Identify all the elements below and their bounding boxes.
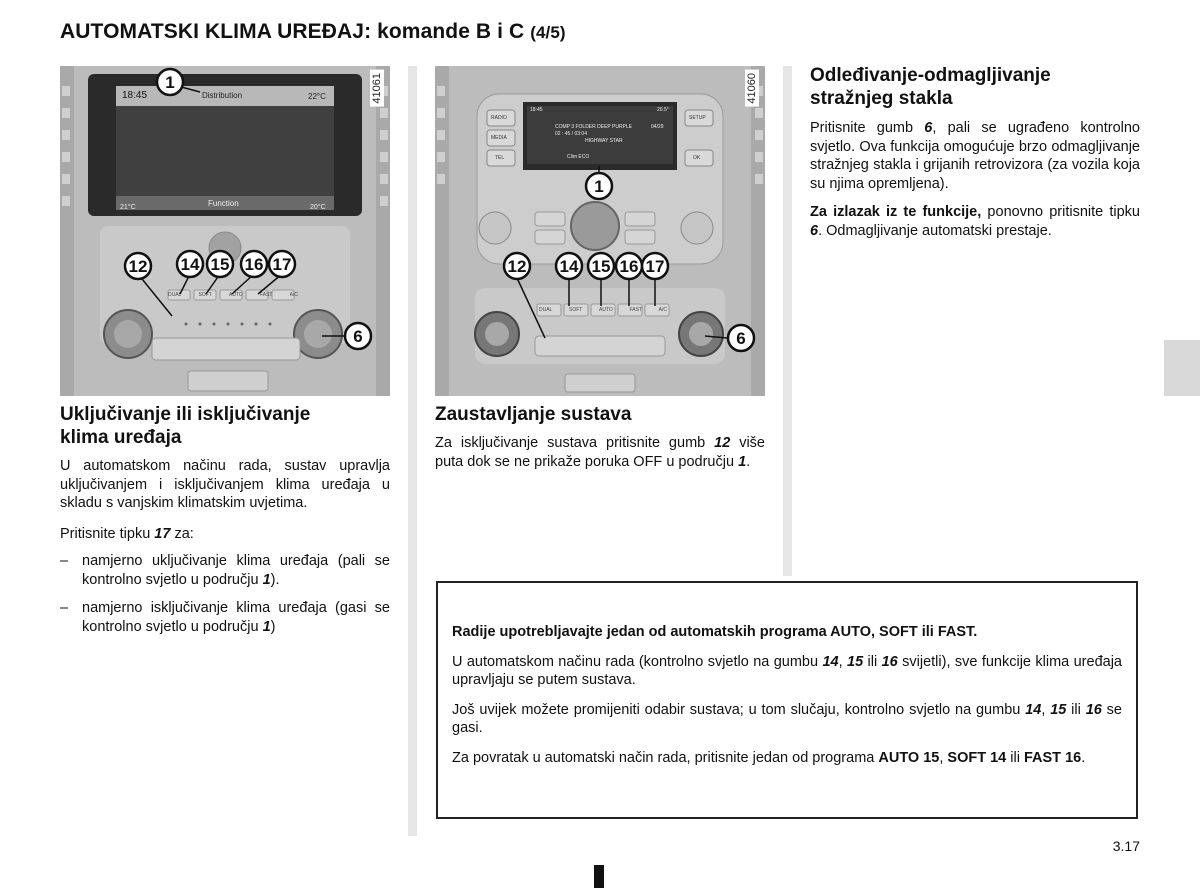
- callout-6: [728, 325, 754, 351]
- screen-time: 18:45: [530, 107, 543, 113]
- page-title: [60, 20, 566, 44]
- svg-text:6: 6: [353, 327, 363, 346]
- text: , pali se ugrađeno kontrolno svjetlo. Ova funkcija omogućuje brzo odmagljivanje stražnjeg stakla i grijanih retrovizora (za vozila koja su njima opremljena).: [810, 120, 1140, 192]
- note-paragraph-3: [452, 701, 1122, 738]
- figure-control-panel-b: [60, 66, 390, 396]
- label-soft: SOFT: [569, 307, 583, 313]
- screen-distribution-label: Distribution: [202, 91, 243, 100]
- label-fast: FAST: [259, 292, 273, 298]
- page-number: 3.17: [1112, 838, 1140, 854]
- side-button-ok: OK: [693, 155, 701, 161]
- note-paragraph-4: [452, 749, 1122, 768]
- ref-number: 12: [714, 435, 731, 451]
- text: ili: [1006, 749, 1024, 766]
- text-bold: Za izlazak iz te funkcije,: [810, 204, 982, 220]
- text: ).: [270, 571, 280, 588]
- label-dual: DUAL: [539, 307, 553, 313]
- paragraph-auto-mode: U automatskom načinu rada, sustav upravlja uključivanjem i isključivanjem klima uređaja u skladu s vanjskim klimatskim uvjetima.: [60, 458, 390, 511]
- label-soft: SOFT: [198, 292, 212, 298]
- screen-right-temp: 20°C: [310, 204, 326, 211]
- text: . Odmagljivanje automatski prestaje.: [818, 222, 1052, 239]
- heading-stop-system: Zaustavljanje sustava: [435, 404, 632, 425]
- ref-number: 16: [881, 653, 898, 670]
- list-item: [60, 552, 390, 592]
- svg-text:1: 1: [165, 73, 175, 92]
- text: namjerno uključivanje klima uređaja (pali se kontrolno svjetlo u području: [82, 553, 390, 588]
- side-button-media: MEDIA: [491, 135, 507, 141]
- callout-17: [642, 253, 668, 279]
- text: U automatskom načinu rada (kontrolno svjetlo na gumbu: [452, 653, 823, 670]
- text: .: [1081, 749, 1086, 766]
- callout-12: [125, 253, 151, 279]
- ref-number: 6: [924, 120, 933, 136]
- figure-control-panel-c: [435, 66, 765, 396]
- svg-text:17: 17: [272, 255, 292, 274]
- screen-left-temp: 21°C: [120, 204, 136, 211]
- text: Još uvijek možete promijeniti odabir sustava; u tom slučaju, kontrolno svjetlo na gumbu: [452, 701, 1026, 718]
- label-ac: A/C: [658, 307, 667, 313]
- figure-code-right: 41060: [745, 70, 759, 107]
- text: se gasi.: [452, 701, 1122, 736]
- text: ,: [838, 653, 848, 670]
- label-dual: DUAL: [168, 292, 182, 298]
- paragraph-exit-function: [810, 203, 1140, 240]
- heading-ac-on-off: Uključivanje ili isključivanje klima uređaja: [60, 404, 311, 448]
- svg-text:6: 6: [736, 329, 746, 348]
- text: ,: [1041, 701, 1051, 718]
- page-title-text: AUTOMATSKI KLIMA UREĐAJ: komande B i C: [60, 20, 525, 43]
- ref-number: 1: [262, 571, 271, 588]
- text: .: [746, 453, 751, 470]
- callout-1: [586, 173, 612, 199]
- screen-track-line3: HIGHWAY STAR: [585, 138, 623, 144]
- ref-number: 15: [1050, 701, 1067, 718]
- text: ): [270, 618, 276, 635]
- text: ponovno pritisnite tipku: [981, 204, 1140, 220]
- screen-temperature: 22°C: [308, 92, 326, 101]
- ref-number: 14: [822, 653, 839, 670]
- ref-number: 14: [1025, 701, 1042, 718]
- section-thumb-tab: [1164, 340, 1200, 396]
- screen-function-label: Function: [208, 199, 239, 208]
- text: ,: [939, 749, 948, 766]
- callout-16: [616, 253, 642, 279]
- label-auto: AUTO: [229, 292, 243, 298]
- svg-text:15: 15: [591, 257, 611, 276]
- side-button-setup: SETUP: [689, 115, 706, 121]
- ref-number: 16: [1085, 701, 1102, 718]
- text: ili: [1066, 701, 1086, 718]
- screen-track-line1: COMP 3 FOLDER DEEP PURPLE: [555, 124, 633, 130]
- note-line-1: Radije upotrebljavajte jedan od automatskih programa AUTO, SOFT ili FAST.: [452, 624, 978, 640]
- callout-6: [345, 323, 371, 349]
- svg-text:12: 12: [507, 257, 527, 276]
- label-fast: FAST: [629, 307, 642, 313]
- paragraph-rear-defrost: [810, 119, 1140, 193]
- svg-text:14: 14: [180, 255, 200, 274]
- callout-12: [504, 253, 530, 279]
- callout-16: [241, 251, 267, 277]
- heading-rear-defrost: Odleđivanje-odmagljivanje stražnjeg stakla: [810, 65, 1051, 109]
- page-marker-bar: [594, 865, 604, 888]
- ref-number: 1: [262, 618, 271, 635]
- paragraph-stop-system: [435, 434, 765, 471]
- paragraph-press-17: [60, 525, 390, 544]
- text: Za povratak u automatski način rada, pritisnite jedan od programa: [452, 749, 879, 766]
- screen-track-line2: 02 : 45 / 03:04: [555, 131, 587, 137]
- screen-temperature: 20.5°: [657, 107, 669, 113]
- svg-text:17: 17: [645, 257, 665, 276]
- note-paragraph-2: [452, 653, 1122, 690]
- label-ac: A/C: [289, 292, 298, 298]
- bullet-text: [82, 552, 390, 589]
- ref-number: 17: [154, 526, 171, 542]
- ref-number: 1: [738, 453, 747, 470]
- text-bold: AUTO 15: [878, 749, 940, 766]
- page-title-suffix: (4/5): [530, 23, 566, 42]
- list-item: [60, 599, 390, 639]
- text: svijetli), sve funkcije klima uređaja upravljaju se putem sustava.: [452, 653, 1122, 688]
- text: Za isključivanje sustava pritisnite gumb: [435, 435, 715, 451]
- screen-time: 18:45: [122, 90, 148, 101]
- screen-eco-label: Clim ECO: [567, 154, 590, 160]
- label-auto: AUTO: [599, 307, 613, 313]
- side-button-tel: TEL: [495, 155, 505, 161]
- side-button-radio: RADIO: [491, 115, 507, 121]
- svg-text:14: 14: [559, 257, 579, 276]
- svg-text:1: 1: [594, 177, 604, 196]
- text-bold: SOFT 14: [947, 749, 1007, 766]
- callout-14: [177, 251, 203, 277]
- text: više puta dok se ne prikaže poruka OFF u području: [435, 435, 765, 470]
- text: ili: [863, 653, 882, 670]
- bullet-dash: –: [60, 600, 69, 616]
- callout-1: [157, 69, 183, 95]
- callout-17: [269, 251, 295, 277]
- callout-15: [588, 253, 614, 279]
- text: namjerno isključivanje klima uređaja (gasi se kontrolno svjetlo u području: [82, 600, 390, 635]
- screen-track-time: 04/29: [651, 124, 664, 130]
- figure-code-left: 41061: [370, 70, 384, 107]
- callout-15: [207, 251, 233, 277]
- text: Pritisnite gumb: [810, 120, 925, 136]
- note-box: [436, 581, 1138, 819]
- ref-number: 15: [847, 653, 864, 670]
- svg-text:12: 12: [128, 257, 148, 276]
- svg-text:16: 16: [244, 255, 264, 274]
- text: Pritisnite tipku: [60, 526, 155, 542]
- column-separator-2: [783, 66, 792, 576]
- ref-number: 6: [810, 222, 819, 239]
- text: za:: [170, 526, 194, 542]
- bullet-dash: –: [60, 553, 69, 569]
- svg-text:15: 15: [210, 255, 230, 274]
- svg-text:16: 16: [619, 257, 639, 276]
- callout-14: [556, 253, 582, 279]
- column-separator-1: [408, 66, 417, 836]
- text-bold: FAST 16: [1023, 749, 1082, 766]
- bullet-text: [82, 599, 390, 636]
